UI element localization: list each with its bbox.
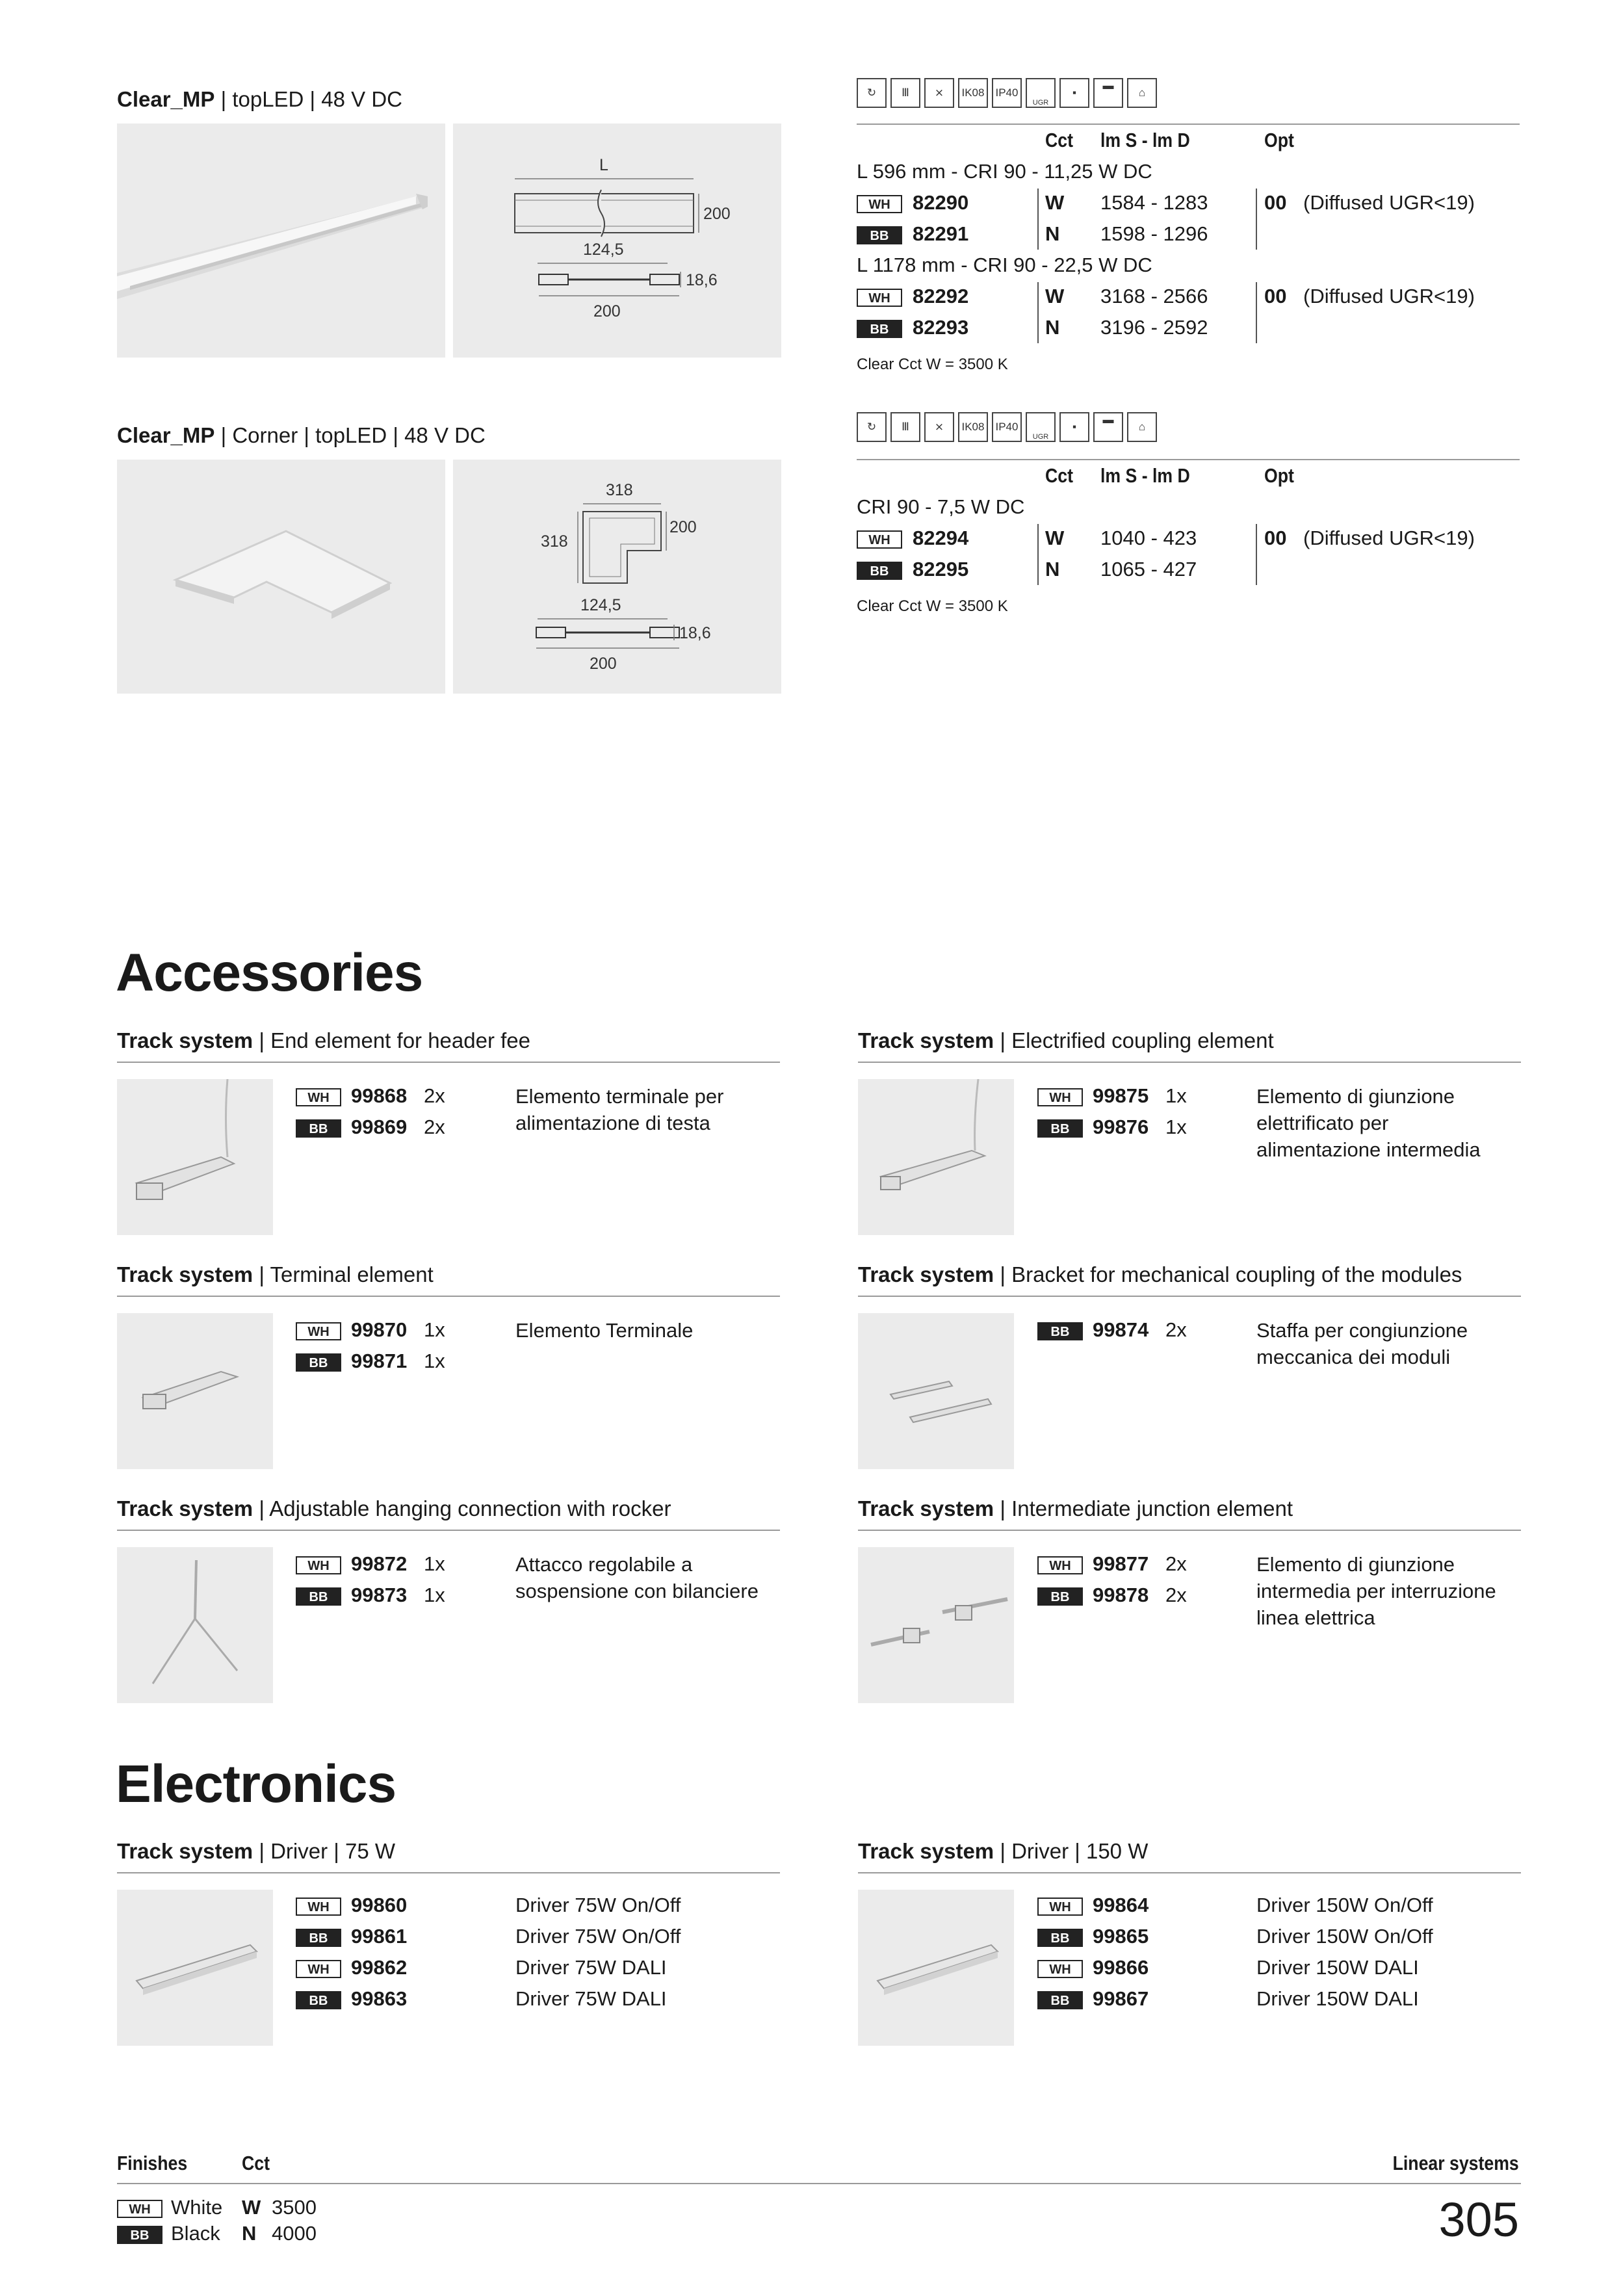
section-heading-accessories: Accessories: [116, 943, 423, 1002]
divider: [117, 1062, 780, 1063]
accessory-description: Elemento di giunzione elettrificato per alimentazione intermedia: [1256, 1085, 1481, 1161]
lumen-value: 1584 - 1283: [1100, 191, 1208, 214]
cct-code: W: [242, 2196, 261, 2219]
finish-badge: BB: [857, 320, 902, 338]
product-code: 99863: [351, 1987, 408, 2010]
opt-text: (Diffused UGR<19): [1303, 527, 1475, 549]
driver-description: Driver 150W DALI: [1256, 1956, 1419, 1979]
finish-badge: BB: [296, 1991, 341, 2009]
accessory-title: Track system | Electrified coupling element: [858, 1028, 1274, 1052]
feature-icons: [857, 412, 1157, 442]
finish-badge: WH: [296, 1088, 341, 1106]
product-code: 82291: [913, 222, 969, 245]
quantity: 1x: [424, 1552, 445, 1575]
corner-profile-image: [117, 460, 445, 694]
accessory-photo: [117, 1313, 273, 1469]
opt-code: 00: [1264, 285, 1287, 307]
finish-badge: WH: [857, 289, 902, 307]
quantity: 1x: [424, 1584, 445, 1606]
product-code: 99864: [1093, 1894, 1149, 1916]
note: Clear Cct W = 3500 K: [857, 356, 1008, 373]
cct-value: 4000: [272, 2222, 317, 2245]
finish-badge: WH: [1037, 1088, 1083, 1106]
ik-rating-icon: IK08: [958, 78, 988, 108]
electronics-title: Track system | Driver | 75 W: [117, 1839, 395, 1863]
product-code: 82294: [913, 527, 969, 549]
dim-total: 200: [593, 302, 621, 320]
accessory-photo: [117, 1547, 273, 1703]
cct-value: 3500: [272, 2196, 317, 2219]
up-light-icon: ▬: [1093, 412, 1123, 442]
down-light-icon: ▪: [1059, 412, 1089, 442]
product-code: 82295: [913, 558, 969, 581]
finish-badge: WH: [296, 1898, 341, 1916]
feature-icons: [857, 78, 1157, 108]
linear-profile-image: [117, 124, 445, 358]
divider: [858, 1296, 1521, 1297]
cct-value: N: [1045, 558, 1060, 581]
quantity: 1x: [424, 1318, 445, 1341]
product-code: 99862: [351, 1956, 408, 1979]
ugr-icon: UGR: [1026, 412, 1056, 442]
product-title: Clear_MP | topLED | 48 V DC: [117, 87, 403, 111]
dim-length: L: [599, 156, 608, 174]
divider: [117, 1296, 780, 1297]
quantity: 1x: [1165, 1084, 1187, 1107]
page-number: 305: [1438, 2193, 1519, 2247]
product-code: 99871: [351, 1350, 408, 1372]
finish-badge: BB: [857, 562, 902, 580]
product-code: 99873: [351, 1584, 408, 1606]
cct-code: N: [242, 2222, 257, 2245]
section-heading-electronics: Electronics: [116, 1755, 396, 1814]
dim-cable: 124,5: [580, 596, 621, 614]
accessory-photo: [858, 1547, 1014, 1703]
lumen-value: 3168 - 2566: [1100, 285, 1208, 307]
accessory-description: Attacco regolabile a sospensione con bilanciere: [515, 1553, 759, 1602]
divider: [858, 1872, 1521, 1873]
ceiling-icon: ⌂: [1127, 412, 1157, 442]
lumen-value: 1040 - 423: [1100, 527, 1197, 549]
column-divider: [1037, 524, 1039, 585]
electronics-title: Track system | Driver | 150 W: [858, 1839, 1149, 1863]
finish-badge: BB: [857, 226, 902, 244]
header-cct: Cct: [1045, 464, 1073, 487]
footer-finishes-label: Finishes: [117, 2152, 188, 2174]
quantity: 2x: [424, 1115, 445, 1138]
finish-badge: BB: [117, 2226, 162, 2244]
divider: [858, 1530, 1521, 1531]
product-code: 99876: [1093, 1115, 1149, 1138]
finish-badge: BB: [296, 1587, 341, 1606]
divider: [117, 1530, 780, 1531]
rotate-icon: ↻: [857, 78, 887, 108]
opt-text: (Diffused UGR<19): [1303, 191, 1475, 214]
divider: [857, 459, 1520, 460]
opt-code: 00: [1264, 527, 1287, 549]
ik-rating-icon: IK08: [958, 412, 988, 442]
class-iii-icon: Ⅲ: [890, 78, 920, 108]
dim-height: 200: [669, 518, 697, 536]
divider: [858, 1062, 1521, 1063]
column-divider: [1256, 282, 1257, 343]
column-divider: [1037, 282, 1039, 343]
dim-side-a: 318: [606, 481, 633, 499]
table-row: [857, 316, 902, 339]
product-code: 82292: [913, 285, 969, 307]
class-iii-icon: Ⅲ: [890, 412, 920, 442]
finish-badge: WH: [296, 1960, 341, 1978]
dim-cable: 124,5: [583, 241, 624, 259]
table-row: [857, 191, 902, 215]
accessory-title: Track system | Intermediate junction element: [858, 1496, 1293, 1520]
cct-value: N: [1045, 222, 1060, 245]
divider: [857, 124, 1520, 125]
column-divider: [1256, 189, 1257, 250]
ip-rating-icon: IP40: [992, 412, 1022, 442]
no-cover-icon: ⨯: [924, 412, 954, 442]
product-code: 99870: [351, 1318, 408, 1341]
product-title: Clear_MP | Corner | topLED | 48 V DC: [117, 423, 486, 447]
finish-badge: BB: [1037, 1587, 1083, 1606]
ceiling-icon: ⌂: [1127, 78, 1157, 108]
driver-description: Driver 75W On/Off: [515, 1925, 681, 1948]
finish-badge: BB: [296, 1353, 341, 1372]
accessory-title: Track system | Terminal element: [117, 1262, 434, 1286]
dim-total: 200: [590, 655, 617, 673]
product-code: 99865: [1093, 1925, 1149, 1948]
accessory-photo: [858, 1079, 1014, 1235]
cct-value: W: [1045, 285, 1065, 307]
accessory-description: Elemento Terminale: [515, 1319, 694, 1342]
table-row: [857, 558, 902, 581]
accessory-photo: [858, 1313, 1014, 1469]
dim-height: 200: [703, 205, 731, 223]
driver-description: Driver 150W On/Off: [1256, 1894, 1433, 1916]
up-light-icon: ▬: [1093, 78, 1123, 108]
column-divider: [1037, 189, 1039, 250]
product-code: 82293: [913, 316, 969, 339]
product-code: 99861: [351, 1925, 408, 1948]
product-code: 99866: [1093, 1956, 1149, 1979]
quantity: 1x: [424, 1350, 445, 1372]
product-code: 99875: [1093, 1084, 1149, 1107]
cct-value: W: [1045, 527, 1065, 549]
header-lumen: lm S - lm D: [1100, 464, 1190, 487]
opt-text: (Diffused UGR<19): [1303, 285, 1475, 307]
product-code: 82290: [913, 191, 969, 214]
group-label: CRI 90 - 7,5 W DC: [857, 495, 1025, 518]
finish-badge: BB: [1037, 1322, 1083, 1340]
no-cover-icon: ⨯: [924, 78, 954, 108]
quantity: 2x: [1165, 1584, 1187, 1606]
accessory-photo: [117, 1079, 273, 1235]
finish-badge: WH: [117, 2200, 162, 2218]
dim-side-b: 318: [541, 532, 568, 551]
accessory-description: Elemento di giunzione intermedia per interruzione linea elettrica: [1256, 1553, 1496, 1629]
product-code: 99877: [1093, 1552, 1149, 1575]
cct-value: W: [1045, 191, 1065, 214]
header-lumen: lm S - lm D: [1100, 129, 1190, 151]
driver-description: Driver 75W DALI: [515, 1956, 667, 1979]
driver-description: Driver 150W On/Off: [1256, 1925, 1433, 1948]
header-opt: Opt: [1264, 464, 1294, 487]
footer-section-name: Linear systems: [1392, 2152, 1519, 2174]
rotate-icon: ↻: [857, 412, 887, 442]
technical-drawing: [453, 124, 781, 358]
finish-name: White: [171, 2196, 223, 2219]
lumen-value: 1598 - 1296: [1100, 222, 1208, 245]
cct-value: N: [1045, 316, 1060, 339]
product-code: 99874: [1093, 1318, 1149, 1341]
driver-description: Driver 75W On/Off: [515, 1894, 681, 1916]
header-cct: Cct: [1045, 129, 1073, 151]
product-code: 99868: [351, 1084, 408, 1107]
accessory-title: Track system | End element for header fee: [117, 1028, 530, 1052]
ip-rating-icon: IP40: [992, 78, 1022, 108]
finish-badge: WH: [857, 195, 902, 213]
technical-drawing: [453, 460, 781, 694]
lumen-value: 1065 - 427: [1100, 558, 1197, 581]
quantity: 2x: [424, 1084, 445, 1107]
quantity: 1x: [1165, 1115, 1187, 1138]
finish-badge: BB: [1037, 1929, 1083, 1947]
product-code: 99867: [1093, 1987, 1149, 2010]
dim-thickness: 18,6: [686, 271, 718, 289]
product-code: 99860: [351, 1894, 408, 1916]
accessory-title: Track system | Adjustable hanging connection with rocker: [117, 1496, 671, 1520]
product-photo: [117, 124, 445, 358]
quantity: 2x: [1165, 1552, 1187, 1575]
lumen-value: 3196 - 2592: [1100, 316, 1208, 339]
footer-cct-label: Cct: [242, 2152, 270, 2174]
quantity: 2x: [1165, 1318, 1187, 1341]
accessory-description: Elemento terminale per alimentazione di testa: [515, 1085, 724, 1134]
note: Clear Cct W = 3500 K: [857, 597, 1008, 615]
finish-badge: WH: [1037, 1898, 1083, 1916]
driver-photo: [858, 1890, 1014, 2046]
column-divider: [1256, 524, 1257, 585]
finish-badge: BB: [296, 1119, 341, 1138]
ugr-icon: UGR: [1026, 78, 1056, 108]
finish-badge: WH: [296, 1322, 341, 1340]
group-label: L 1178 mm - CRI 90 - 22,5 W DC: [857, 254, 1152, 276]
table-row: [857, 285, 902, 308]
finish-name: Black: [171, 2222, 220, 2245]
finish-badge: BB: [1037, 1991, 1083, 2009]
driver-photo: [117, 1890, 273, 2046]
opt-code: 00: [1264, 191, 1287, 214]
table-row: [857, 222, 902, 246]
finish-badge: WH: [296, 1556, 341, 1574]
product-photo: [117, 460, 445, 694]
table-row: [857, 527, 902, 550]
accessory-description: Staffa per congiunzione meccanica dei moduli: [1256, 1319, 1468, 1368]
finish-badge: WH: [1037, 1960, 1083, 1978]
product-code: 99872: [351, 1552, 408, 1575]
driver-description: Driver 150W DALI: [1256, 1987, 1419, 2010]
dim-thickness: 18,6: [679, 624, 711, 642]
group-label: L 596 mm - CRI 90 - 11,25 W DC: [857, 160, 1152, 183]
down-light-icon: ▪: [1059, 78, 1089, 108]
accessory-title: Track system | Bracket for mechanical coupling of the modules: [858, 1262, 1462, 1286]
finish-badge: WH: [857, 530, 902, 549]
footer-divider: [117, 2183, 1521, 2184]
finish-badge: BB: [1037, 1119, 1083, 1138]
header-opt: Opt: [1264, 129, 1294, 151]
divider: [117, 1872, 780, 1873]
driver-description: Driver 75W DALI: [515, 1987, 667, 2010]
finish-badge: WH: [1037, 1556, 1083, 1574]
product-code: 99878: [1093, 1584, 1149, 1606]
product-code: 99869: [351, 1115, 408, 1138]
finish-badge: BB: [296, 1929, 341, 1947]
